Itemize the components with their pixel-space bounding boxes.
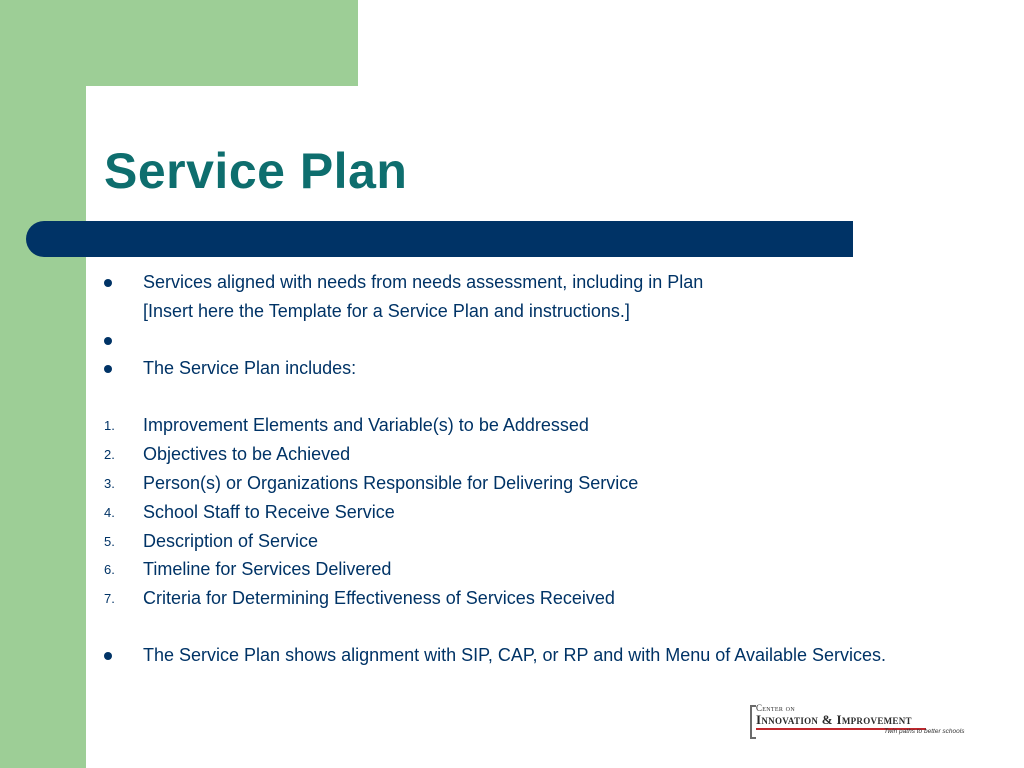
list-number: 7. bbox=[104, 591, 115, 606]
bullet-dot bbox=[104, 365, 112, 373]
list-item: Timeline for Services Delivered bbox=[143, 559, 392, 579]
list-item: School Staff to Receive Service bbox=[143, 502, 395, 522]
bullet-subtext: [Insert here the Template for a Service Plan and instructions.] bbox=[143, 301, 630, 321]
list-number: 5. bbox=[104, 534, 115, 549]
logo-tagline: Twin paths to better schools bbox=[884, 728, 965, 735]
list-item: Description of Service bbox=[143, 531, 319, 551]
bullet-text: The Service Plan shows alignment with SIP, CAP, or RP and with Menu of Available Services. bbox=[143, 645, 887, 665]
slide-title: Service Plan bbox=[104, 143, 408, 199]
bullet-text: The Service Plan includes: bbox=[143, 358, 357, 378]
list-number: 1. bbox=[104, 418, 115, 433]
list-number: 3. bbox=[104, 476, 115, 491]
list-number: 2. bbox=[104, 447, 115, 462]
list-item: Improvement Elements and Variable(s) to be Addressed bbox=[143, 415, 589, 435]
list-item: Person(s) or Organizations Responsible for Delivering Service bbox=[143, 473, 639, 493]
list-number: 4. bbox=[104, 505, 115, 520]
logo-text-top: Center on bbox=[756, 703, 795, 713]
organization-logo bbox=[750, 703, 965, 739]
bullet-dot bbox=[104, 337, 112, 345]
list-item: Objectives to be Achieved bbox=[143, 444, 351, 464]
list-item: Criteria for Determining Effectiveness of Services Received bbox=[143, 588, 615, 608]
bullet-dot bbox=[104, 652, 112, 660]
bullet-text: Services aligned with needs from needs assessment, including in Plan bbox=[143, 272, 704, 292]
logo-text-main: Innovation & Improvement bbox=[756, 712, 912, 727]
bullet-dot bbox=[104, 279, 112, 287]
list-number: 6. bbox=[104, 562, 115, 577]
